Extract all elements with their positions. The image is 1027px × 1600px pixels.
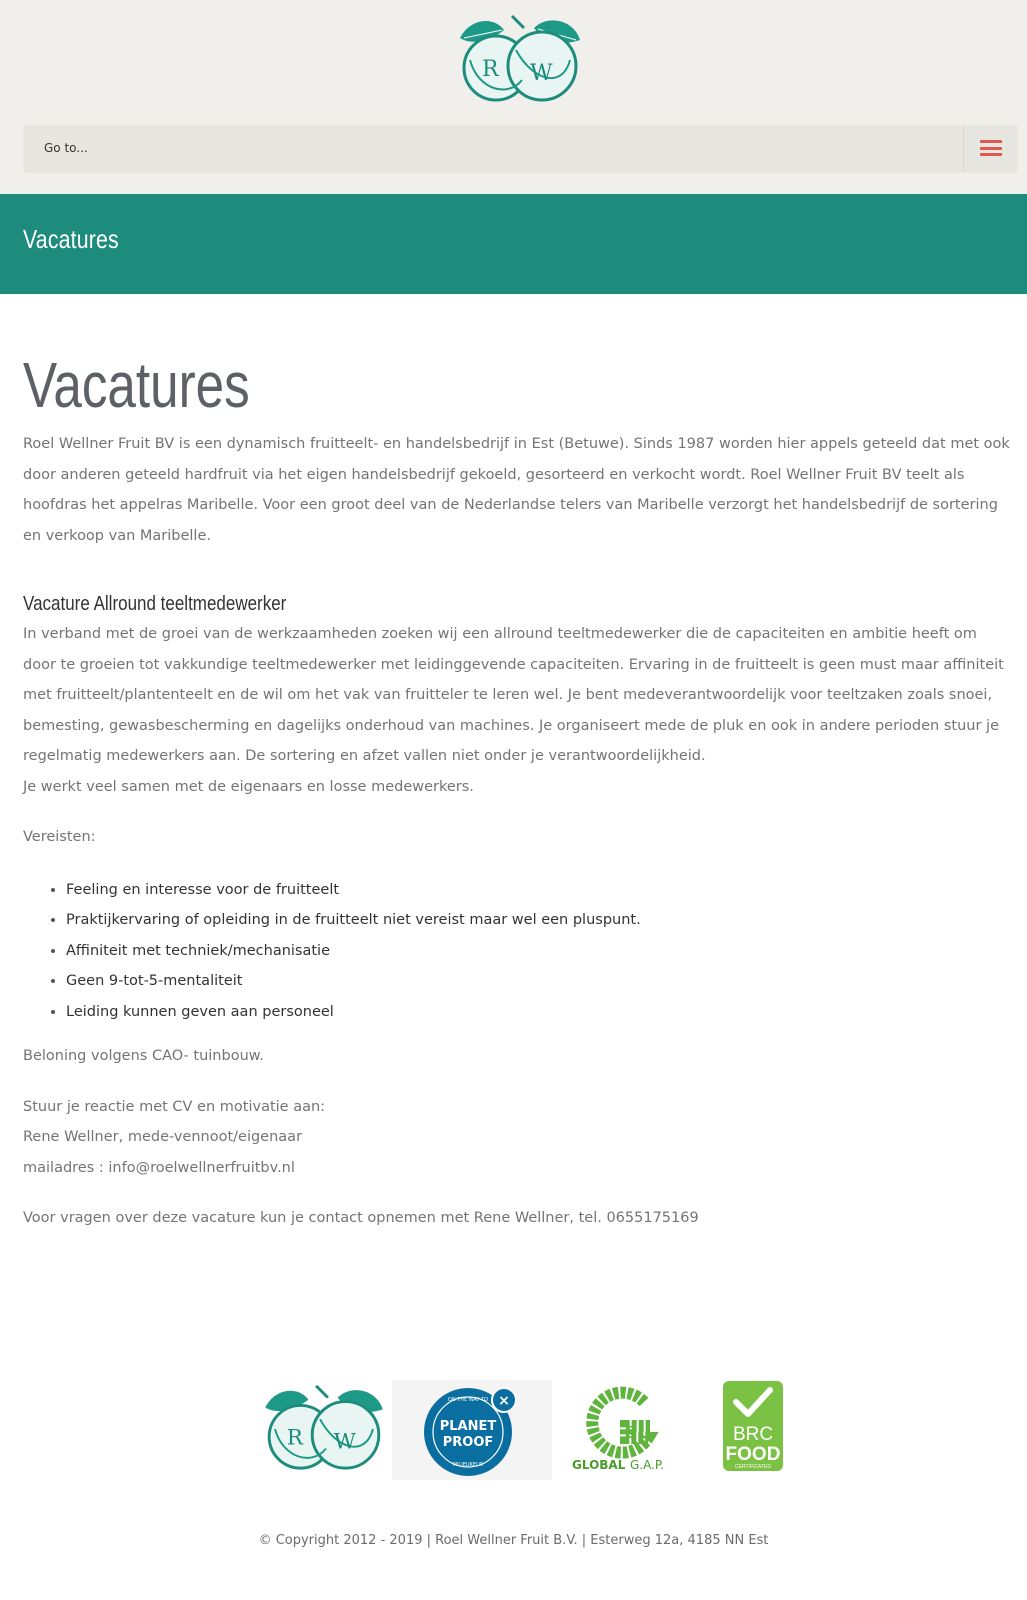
vacancy-paragraph: In verband met de groei van de werkzaamheden zoeken wij een allround teeltmedewerker die de capaciteiten en ambitie heeft om door te groeien tot vakkundige teeltmedewerker met leidinggevende capaciteiten. Ervaring in de fruitteelt is geen must maar affiniteit met fruitteelt/plantenteelt en de wil om het vak van fruitteler te leren wel. Je bent medeverantwoordelijk voor teeltzaken zoals snoei, bemesting, gewasbescherming en dagelijks onderhoud van machines. Je organiseert mede de pluk en ook in andere perioden stuur je regelmatig medewerkers aan. De sortering en afzet vallen niet onder je verantwoordelijkheid. [23, 626, 1004, 764]
nav-select[interactable]: Go to... [44, 141, 88, 155]
site-header [0, 0, 1027, 194]
svg-text:FOOD: FOOD [725, 1444, 781, 1465]
list-item: • Affiniteit met techniek/mechanisatie [66, 936, 1013, 967]
site-logo[interactable] [452, 10, 586, 106]
vacancy-paragraph-2: Je werkt veel samen met de eigenaars en losse medewerkers. [23, 778, 474, 795]
list-item: • Praktijkervaring of opleiding in de fruitteelt niet vereist maar wel een pluspunt. [66, 905, 1013, 936]
page-title: Vacatures [23, 349, 250, 421]
titlebar-heading: Vacatures [23, 224, 119, 254]
copyright-text: © Copyright 2012 - 2019 | Roel Wellner Fruit B.V. | Esterweg 12a, 4185 NN Est [258, 1533, 769, 1548]
page-title-bar [0, 194, 1027, 294]
reward-text: Beloning volgens CAO- tuinbouw. [23, 1048, 264, 1064]
requirements-label: Vereisten: [23, 829, 96, 845]
footer-rw-logo[interactable] [256, 1380, 390, 1478]
contact-line-2: Rene Wellner, mede-vennoot/eigenaar [23, 1129, 303, 1145]
certification-logos [0, 1380, 1027, 1480]
svg-text:W: W [333, 1429, 356, 1455]
brc-food-icon [722, 1380, 784, 1472]
svg-text:R: R [482, 57, 499, 82]
list-item: • Feeling en interesse voor de fruitteelt [66, 875, 1013, 906]
requirements-list [23, 875, 1013, 1028]
brc-food-logo[interactable] [722, 1380, 784, 1476]
intro-paragraph: Roel Wellner Fruit BV is een dynamisch fruitteelt- en handelsbedrijf in Est (Betuwe). Sinds 1987 worden hier appels geteeld dat met ook door anderen geteeld hardfruit via het eigen handelsbedrijf gekoeld, gesorteerd en verkocht wordt. Roel Wellner Fruit BV teelt als hoofdras het appelras Maribelle. Voor een groot deel van de Nederlandse telers van Maribelle verzorgt het handelsbedrijf de sortering en verkoop van Maribelle. [23, 436, 1010, 544]
svg-text:MILIEUKEUR: MILIEUKEUR [452, 1462, 484, 1468]
apple-logo-icon [452, 10, 586, 106]
svg-text:R: R [286, 1425, 303, 1451]
contact-line-1: Stuur je reactie met CV en motivatie aan: [23, 1098, 326, 1115]
planet-proof-logo[interactable] [392, 1380, 552, 1480]
contact-email[interactable]: mailadres : info@roelwellnerfruitbv.nl [23, 1159, 295, 1176]
main-content [23, 345, 1013, 1234]
hamburger-icon [980, 139, 1002, 157]
list-item: • Geen 9-tot-5-mentaliteit [66, 966, 1013, 997]
questions-text: Voor vragen over deze vacature kun je contact opnemen met Rene Wellner, tel. 0655175169 [23, 1210, 699, 1226]
svg-text:GLOBAL: GLOBAL [572, 1458, 626, 1472]
svg-text:BRC: BRC [732, 1424, 774, 1445]
menu-toggle-button[interactable] [963, 125, 1017, 171]
svg-text:G.A.P.: G.A.P. [630, 1458, 665, 1472]
list-item: • Leiding kunnen geven aan personeel [66, 997, 1013, 1028]
svg-text:PROOF: PROOF [442, 1435, 494, 1450]
mobile-nav [24, 125, 1017, 171]
svg-text:×: × [498, 1393, 510, 1409]
svg-text:CERTIFICATED: CERTIFICATED [735, 1464, 771, 1470]
vacancy-heading: Vacature Allround teeltmedewerker [23, 593, 287, 615]
svg-text:ON THE WAY TO: ON THE WAY TO [447, 1397, 489, 1403]
globalgap-icon [560, 1380, 680, 1480]
planet-proof-icon [392, 1380, 552, 1480]
apple-logo-icon [256, 1380, 390, 1474]
globalgap-logo[interactable] [560, 1380, 680, 1480]
svg-text:W: W [530, 61, 553, 86]
svg-text:PLANET: PLANET [439, 1419, 497, 1434]
